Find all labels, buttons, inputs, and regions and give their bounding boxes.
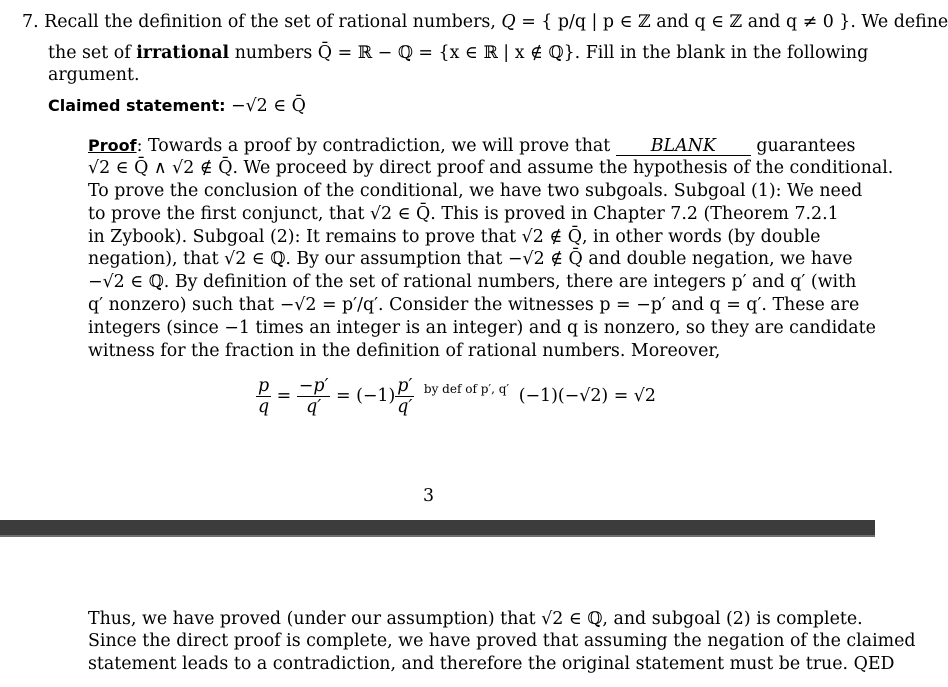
page-number: 3 — [423, 486, 435, 506]
claimed-statement — [48, 95, 306, 117]
problem-text-2a: the set of — [48, 43, 131, 63]
problem-text-1-tail: . We define — [850, 12, 948, 32]
frac-pp-qp: $\frac{p'}{q'}$ — [397, 376, 413, 417]
proof-text-1b: guarantees — [756, 136, 856, 156]
proof-line-2: √2 ∈ Q̄ ∧ √2 ∉ Q̄. We proceed by direct proof and assume the hypothesis of the conditional. — [88, 158, 894, 178]
display-equation — [256, 376, 656, 417]
page-break-bar — [0, 520, 875, 535]
irrational-bold: irrational — [136, 43, 230, 63]
proof-line-7: −√2 ∈ ℚ. By definition of the set of rational numbers, there are integers p′ and q′ (with — [88, 272, 857, 292]
proof-line-9: integers (since −1 times an integer is an integer) and q is nonzero, so they are candidate — [88, 318, 876, 338]
claim-math: −√2 ∈ Q̄ — [231, 96, 306, 116]
frac-negp-q: $\frac{-p'}{q'}$ — [298, 376, 329, 417]
problem-line-3: argument. — [48, 65, 140, 85]
conclusion-line-3: statement leads to a contradiction, and therefore the original statement must be true. QED — [88, 654, 895, 674]
equals-neg-one: = (−1) — [335, 386, 396, 406]
proof-line-10: witness for the fraction in the definition of rational numbers. Moreover, — [88, 341, 721, 361]
problem-text-2b: numbers — [234, 43, 313, 63]
conclusion-line-1: Thus, we have proved (under our assumption) that √2 ∈ ℚ, and subgoal (2) is complete. — [88, 609, 863, 629]
equals-sign: = — [276, 386, 292, 406]
irrational-set-definition: Q̄ = ℝ − ℚ = {x ∈ ℝ | x ∉ ℚ} — [317, 43, 575, 63]
proof-line-6: negation), that √2 ∈ ℚ. By our assumption that −√2 ∉ Q̄ and double negation, we have — [88, 249, 853, 269]
problem-text-2-tail: . Fill in the blank in the following — [574, 43, 869, 63]
proof-line-5: in Zybook). Subgoal (2): It remains to prove that √2 ∉ Q̄, in other words (by double — [88, 227, 821, 247]
blank-field: BLANK — [616, 137, 751, 156]
proof-line-8: q′ nonzero) such that −√2 = p′/q′. Consider the witnesses p = −p′ and q = q′. These are — [88, 295, 860, 315]
problem-text-1a: Recall the definition of the set of rational numbers, — [44, 12, 496, 32]
claim-label: Claimed statement: — [48, 96, 226, 115]
page-break-shadow — [0, 535, 875, 537]
conclusion-line-2: Since the direct proof is complete, we have proved that assuming the negation of the claimed — [88, 631, 916, 651]
frac-p-q: $\frac{p}{q}$ — [258, 376, 270, 417]
set-q-definition: { p/q | p ∈ ℤ and q ∈ ℤ and q ≠ 0 } — [541, 12, 851, 32]
problem-line-2 — [48, 42, 868, 64]
by-def-annotation: by def of p′, q′ — [423, 382, 510, 396]
proof-label: Proof — [88, 136, 137, 155]
proof-line-4: to prove the first conjunct, that √2 ∈ Q̄. This is proved in Chapter 7.2 (Theorem 7.2.1 — [88, 204, 839, 224]
proof-line-3: To prove the conclusion of the conditional, we have two subgoals. Subgoal (1): We need — [88, 181, 863, 201]
proof-line-1 — [88, 135, 855, 157]
proof-text-1a: : Towards a proof by contradiction, we will prove that — [136, 136, 611, 156]
problem-line-1 — [22, 11, 948, 33]
problem-number: 7. — [22, 12, 39, 32]
set-q-symbol: Q = — [501, 12, 536, 32]
equation-tail: (−1)(−√2) = √2 — [518, 386, 656, 406]
